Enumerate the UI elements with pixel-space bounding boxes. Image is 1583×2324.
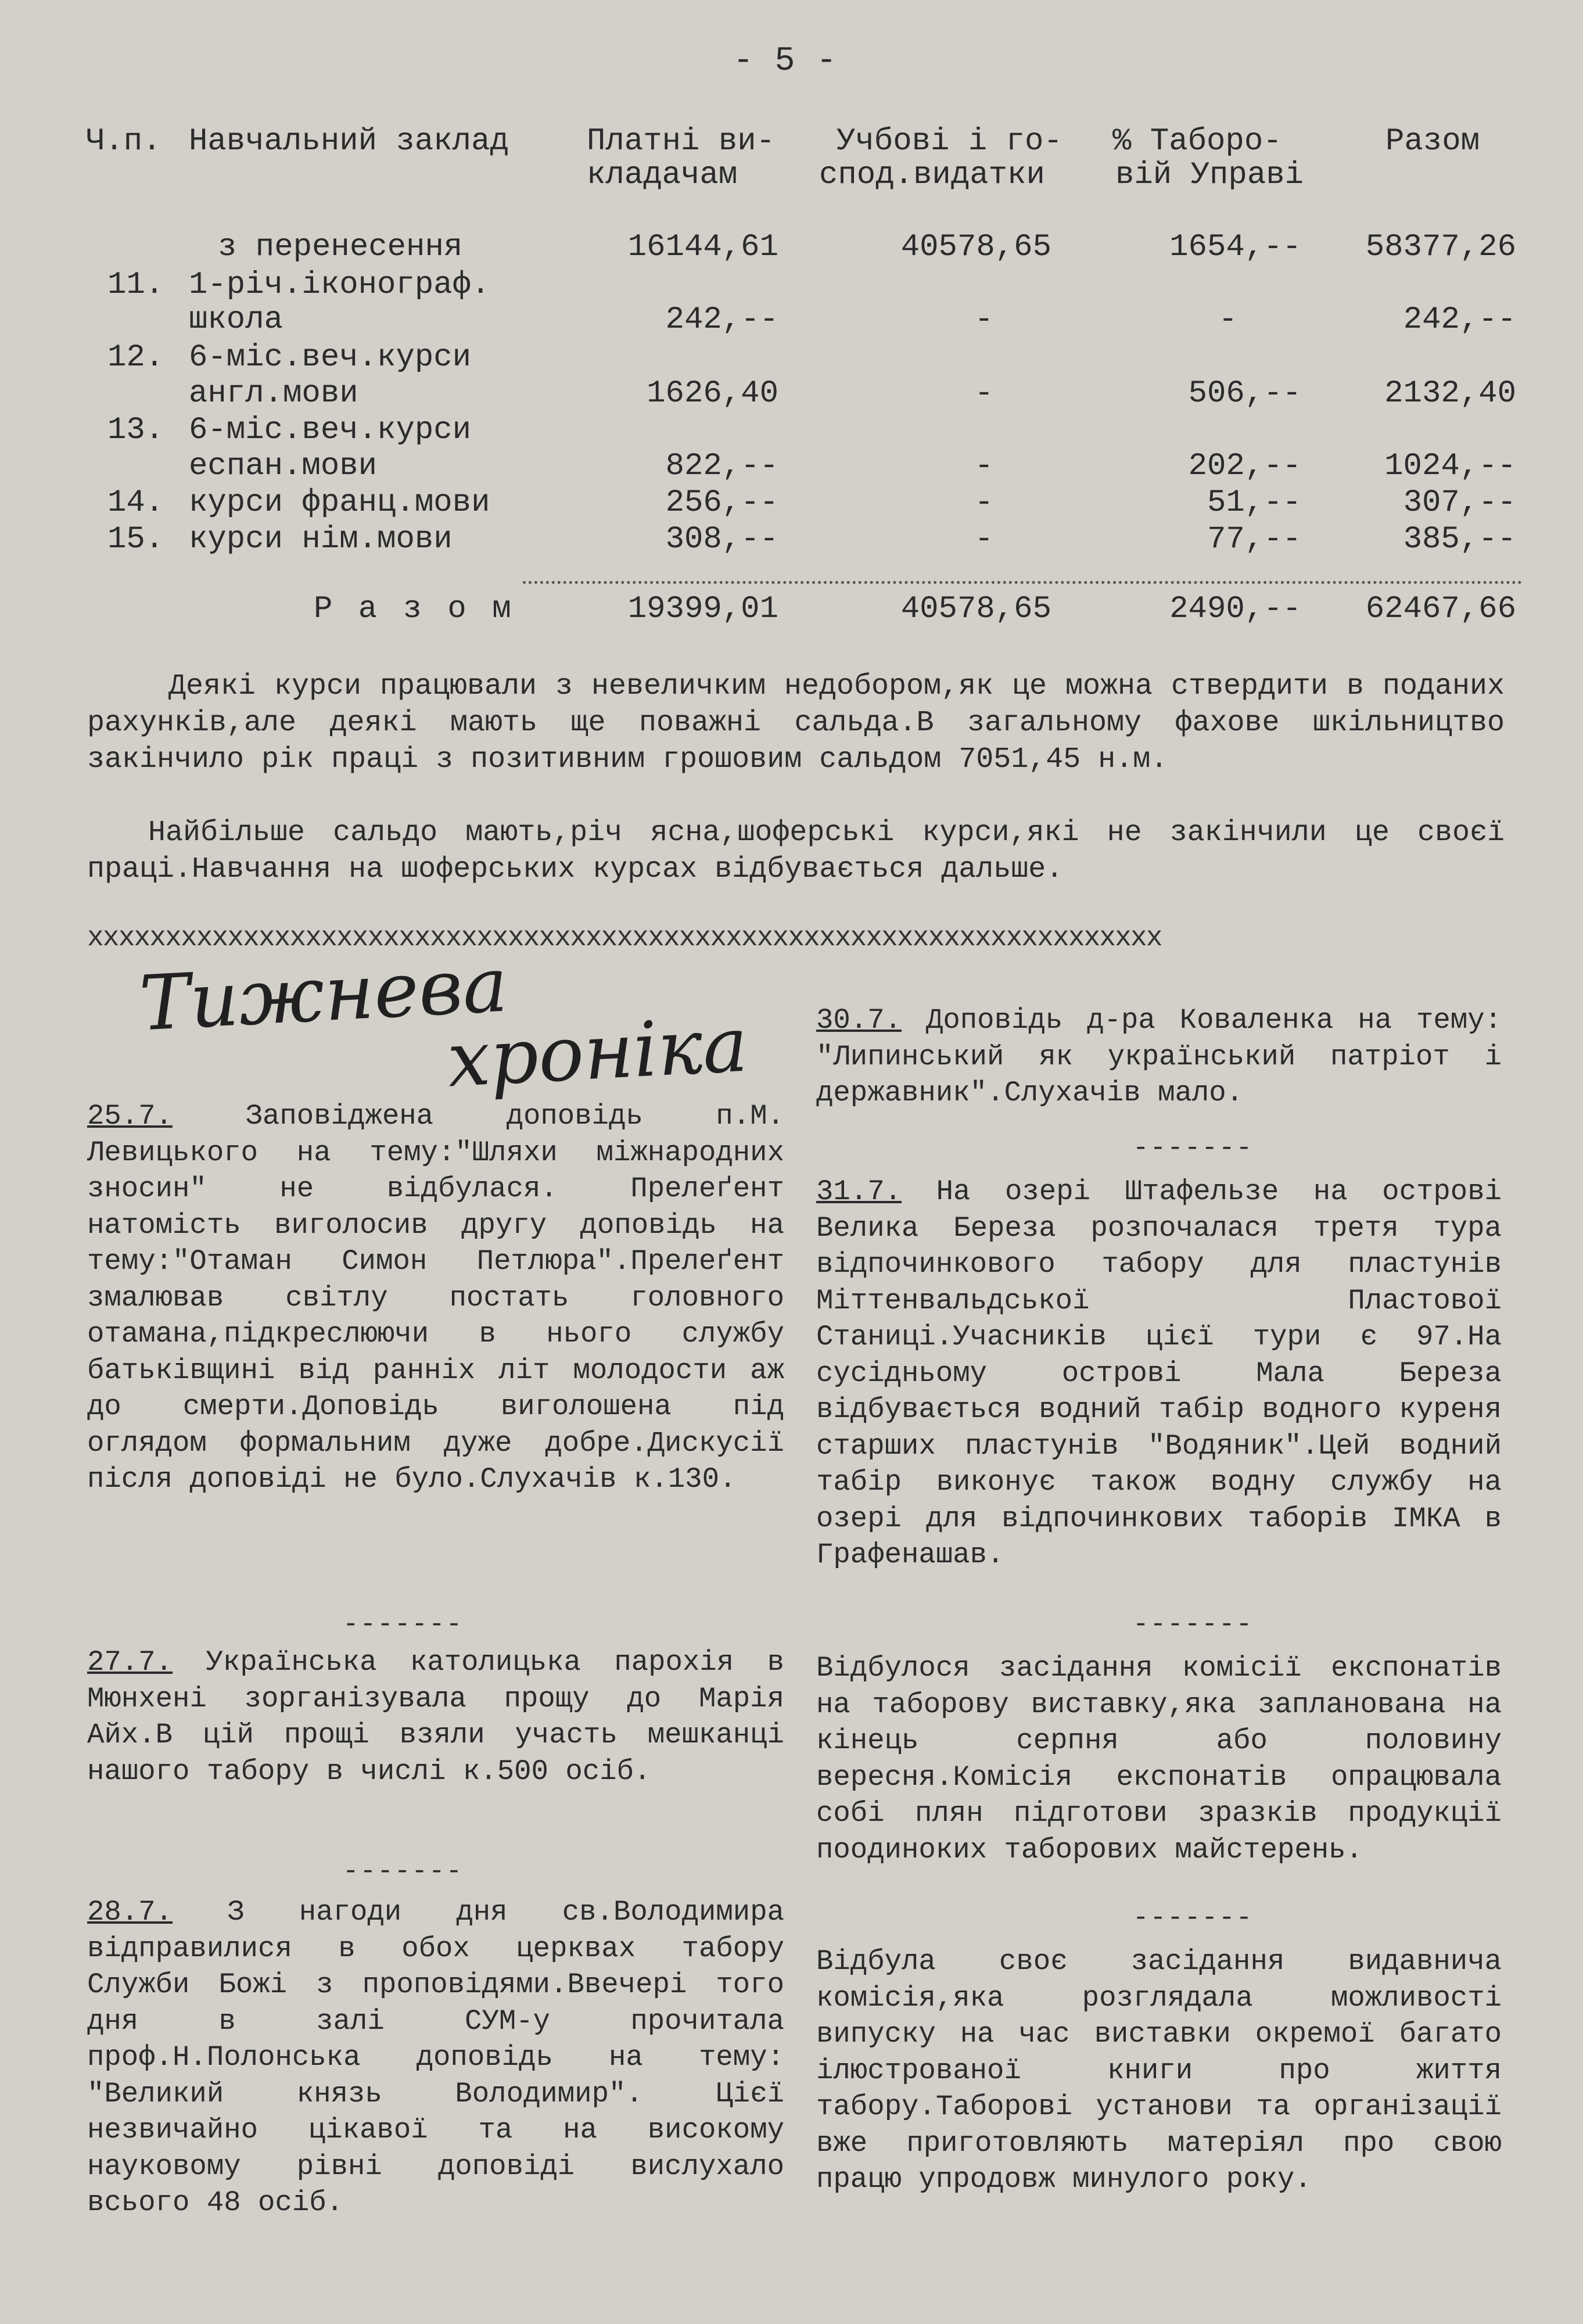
header-fees-line2: кладачам: [587, 157, 738, 193]
row-11-expenses: -: [974, 302, 993, 338]
row-14-fees: 256,--: [665, 485, 778, 521]
row-15-name-line1: курси нім.мови: [189, 522, 453, 557]
entry-text: Відбулося засідання комісії експонатів на таборову виставку,яка запланована на кінець серпня або половину вересня.Комісія експонатів опрацювала собі плян підготови зразків продукції поодиноких таборових майстерень.: [816, 1652, 1502, 1866]
row-12-total: 2132,40: [1384, 376, 1516, 411]
chronicle-entry: [816, 1002, 1502, 1111]
chronicle-entry: [816, 1943, 1502, 2198]
header-expenses-line2: спод.видатки: [819, 157, 1045, 193]
row-13-total: 1024,--: [1384, 449, 1516, 484]
entry-date: 25.7.: [87, 1100, 173, 1132]
divider: -------: [343, 1609, 464, 1640]
entry-date: 30.7.: [816, 1004, 902, 1037]
handwritten-heading-line2: хроніка: [445, 1000, 750, 1104]
divider: -------: [1133, 1133, 1254, 1163]
total-fees: 19399,01: [627, 591, 778, 627]
row-13-name-line1: 6-міс.веч.курси: [189, 413, 472, 448]
row-15-fees: 308,--: [665, 522, 778, 557]
row-13-number: 13.: [107, 413, 164, 448]
entry-text: Українська католицька парохія в Мюнхені зорганізувала прощу до Марія Айх.В цій прощі взяли участь мешканці нашого табору в числі к.500 осіб.: [87, 1646, 784, 1788]
row-15-total: 385,--: [1403, 522, 1516, 557]
row-13-expenses: -: [974, 449, 993, 484]
chronicle-entry: [87, 1644, 784, 1789]
carry-fees: 16144,61: [627, 229, 778, 265]
row-11-name-line2: школа: [189, 302, 283, 338]
header-number: Ч.п.: [86, 124, 161, 159]
total-rule: [523, 581, 1522, 584]
header-total: Разом: [1385, 124, 1480, 159]
row-15-admin: 77,--: [1207, 522, 1301, 557]
page-number: - 5 -: [733, 42, 838, 80]
entry-text: Доповідь д-ра Коваленка на тему: "Липинський як український патріот і державник".Слухачів мало.: [816, 1004, 1502, 1109]
row-11-name-line1: 1-річ.іконограф.: [189, 267, 490, 303]
row-15-expenses: -: [974, 522, 993, 557]
row-14-total: 307,--: [1403, 485, 1516, 521]
total-admin: 2490,--: [1169, 591, 1301, 627]
row-11-fees: 242,--: [665, 302, 778, 338]
row-13-name-line2: еспан.мови: [189, 449, 378, 484]
row-12-expenses: -: [974, 376, 993, 411]
total-total: 62467,66: [1365, 591, 1516, 627]
chronicle-entry: [87, 1894, 784, 2221]
entry-text: Відбула своє засідання видавнича комісія,яка розглядала можливості випуску на час виставки окремої багато ілюстрованої книги про життя табору.Таборові установи та організації вже приготовляють матеріял про свою працю упродовж минулого року.: [816, 1945, 1502, 2196]
header-fees-line1: Платні ви-: [587, 124, 776, 159]
summary-paragraph-2: Найбільше сальдо мають,річ ясна,шоферські курси,які не закінчили це своєї праці.Навчання на шоферських курсах відбувається дальше.: [87, 816, 1505, 886]
row-12-name-line2: англ.мови: [189, 376, 358, 411]
entry-date: 27.7.: [87, 1646, 173, 1679]
header-expenses-line1: Учбові і го-: [837, 124, 1062, 159]
row-11-number: 11.: [107, 267, 164, 303]
row-14-expenses: -: [974, 485, 993, 521]
row-12-name-line1: 6-міс.веч.курси: [189, 340, 472, 375]
entry-text: З нагоди дня св.Володимира відправилися в обох церквах табору Служби Божі з проповідями.Ввечері того дня в залі СУМ-у прочитала проф.Н.Полонська доповідь на тему: "Великий князь Володимир". Цієї незвичайно цікавої та на високому науковому рівні доповіді вислухало всього 48 осіб.: [87, 1896, 785, 2219]
total-label: Р а з о м: [314, 591, 515, 627]
chronicle-entry: [816, 1174, 1502, 1573]
row-12-number: 12.: [107, 340, 164, 375]
header-institution: Навчальний заклад: [189, 124, 509, 159]
row-14-number: 14.: [107, 485, 164, 521]
carry-label: з перенесення: [218, 229, 463, 265]
divider: -------: [1133, 1903, 1254, 1933]
divider: -------: [1133, 1609, 1254, 1640]
row-11-total: 242,--: [1403, 302, 1516, 338]
row-14-name-line1: курси франц.мови: [189, 485, 490, 521]
chronicle-entry: [87, 1098, 784, 1498]
row-11-admin: -: [1218, 302, 1237, 338]
entry-date: 28.7.: [87, 1896, 173, 1928]
x-separator: xxxxxxxxxxxxxxxxxxxxxxxxxxxxxxxxxxxxxxxxxxxxxxxxxxxxxxxxxxxxxxxxxxxxx: [87, 923, 1162, 954]
row-13-admin: 202,--: [1188, 449, 1301, 484]
entry-date: 31.7.: [816, 1175, 902, 1208]
row-15-number: 15.: [107, 522, 164, 557]
row-12-fees: 1626,40: [647, 376, 778, 411]
header-admin-line2: вій Управі: [1115, 157, 1304, 193]
row-14-admin: 51,--: [1207, 485, 1301, 521]
total-expenses: 40578,65: [900, 591, 1051, 627]
row-12-admin: 506,--: [1188, 376, 1301, 411]
chronicle-entry: [816, 1650, 1502, 1868]
divider: -------: [343, 1856, 464, 1887]
row-13-fees: 822,--: [665, 449, 778, 484]
entry-text: На озері Штафельзе на острові Велика Береза розпочалася третя тура відпочинкового табору для пластунів Міттенвальдської Пластової Станиці.Учасників цієї тури є 97.На сусідньому острові Мала Береза відбувається водний табір водного куреня старших пластунів "Водяник".Цей водний табір виконує також водну службу на озері для відпочинкових таборів ІМКА в Графенашав.: [816, 1175, 1502, 1571]
handwritten-heading-line1: Тижнева: [137, 940, 510, 1048]
carry-admin: 1654,--: [1169, 229, 1301, 265]
carry-expenses: 40578,65: [900, 229, 1051, 265]
entry-text: Заповіджена доповідь п.М. Левицького на тему:"Шляхи міжнародних зносин" не відбулася. Прелеґент натомість виголосив другу доповідь на тему:"Отаман Симон Петлюра".Прелеґент змалював світлу постать головного отамана,підкреслюючи в нього службу батьківщині від ранніх літ молодости аж до смерти.Доповідь виголошена під оглядом формальним дуже добре.Дискусії після доповіді не було.Слухачів к.130.: [87, 1100, 785, 1495]
carry-total: 58377,26: [1365, 229, 1516, 265]
header-admin-line1: % Таборо-: [1112, 124, 1282, 159]
summary-paragraph-1: Деякі курси працювали з невеличким недобором,як це можна ствердити в поданих рахунків,але деякі мають ще поважні сальда.В загальному фахове шкільництво закінчило рік праці з позитивним грошовим сальдом 7051,45 н.м.: [87, 670, 1505, 776]
